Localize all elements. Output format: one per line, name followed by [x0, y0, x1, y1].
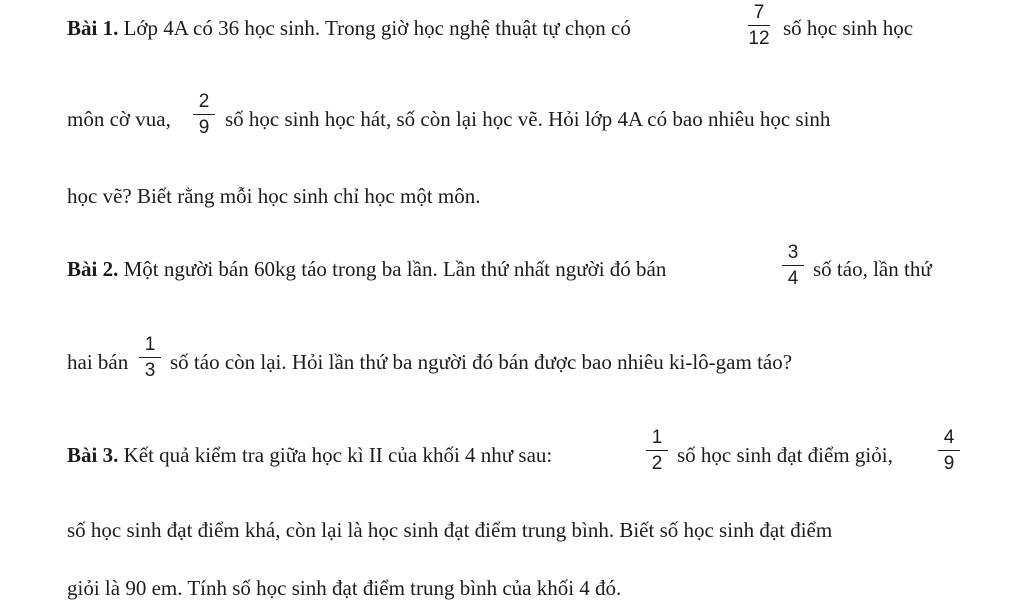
b3-text-1b: số học sinh đạt điểm giỏi,: [677, 443, 893, 467]
fraction-bar: [938, 450, 960, 451]
b2-text-2a: hai bán: [67, 350, 129, 374]
b1-fraction-7-12: [745, 2, 773, 49]
fraction-bar: [139, 357, 161, 358]
fraction-denominator: 3: [144, 360, 156, 381]
fraction-bar: [193, 114, 215, 115]
b3-line-1: [67, 443, 552, 467]
b1-text-1a: Lớp 4A có 36 học sinh. Trong giờ học nghệ thuật tự chọn có: [123, 16, 631, 40]
fraction-bar: [748, 25, 770, 26]
b1-title: Bài 1.: [67, 16, 119, 40]
fraction-denominator: 9: [943, 453, 955, 474]
fraction-numerator: 4: [943, 427, 955, 448]
b3-text-1a: Kết quả kiểm tra giữa học kì II của khối 4 như sau:: [123, 443, 553, 467]
fraction-numerator: 1: [144, 334, 156, 355]
b1-text-3: học vẽ? Biết rằng mỗi học sinh chỉ học một môn.: [67, 184, 481, 208]
fraction-denominator: 12: [748, 28, 770, 49]
b1-text-2b: số học sinh học hát, số còn lại học vẽ. Hỏi lớp 4A có bao nhiêu học sinh: [225, 107, 831, 131]
b2-text-1a: Một người bán 60kg táo trong ba lần. Lần thứ nhất người đó bán: [123, 257, 667, 281]
b1-fraction-2-9: [190, 91, 218, 138]
b2-line-1: [67, 257, 666, 281]
fraction-denominator: 2: [651, 453, 663, 474]
fraction-numerator: 1: [651, 427, 663, 448]
b2-title: Bài 2.: [67, 257, 119, 281]
fraction-denominator: 4: [787, 268, 799, 289]
b1-text-2a: môn cờ vua,: [67, 107, 171, 131]
b3-title: Bài 3.: [67, 443, 119, 467]
b3-fraction-1-2: [643, 427, 671, 474]
b3-fraction-4-9: [935, 427, 963, 474]
b2-fraction-3-4: [779, 242, 807, 289]
b1-line-1: [67, 16, 631, 40]
fraction-numerator: 3: [787, 242, 799, 263]
b3-text-3: giỏi là 90 em. Tính số học sinh đạt điểm trung bình của khối 4 đó.: [67, 576, 622, 600]
fraction-denominator: 9: [198, 117, 210, 138]
b2-text-2b: số táo còn lại. Hỏi lần thứ ba người đó bán được bao nhiêu ki-lô-gam táo?: [170, 350, 793, 374]
fraction-bar: [646, 450, 668, 451]
b2-text-1b: số táo, lần thứ: [813, 257, 932, 281]
b3-text-2: số học sinh đạt điểm khá, còn lại là học sinh đạt điểm trung bình. Biết số học sinh đạt điểm: [67, 518, 833, 542]
b2-fraction-1-3: [136, 334, 164, 381]
fraction-bar: [782, 265, 804, 266]
fraction-numerator: 2: [198, 91, 210, 112]
fraction-numerator: 7: [753, 2, 765, 23]
b1-text-1b: số học sinh học: [783, 16, 914, 40]
